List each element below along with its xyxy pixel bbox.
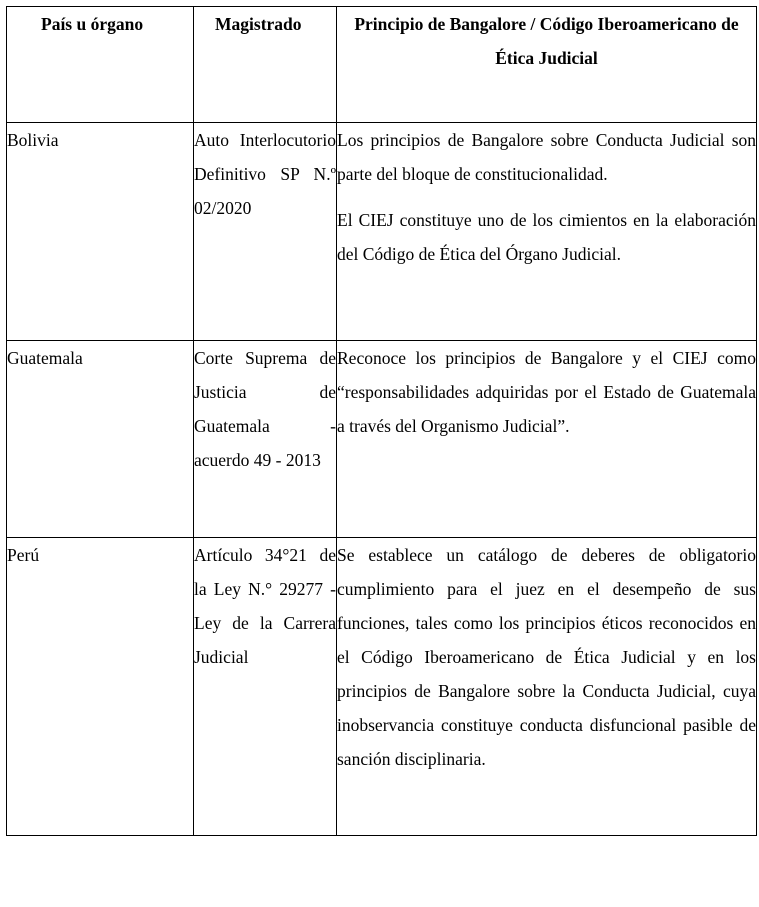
header-country: País u órgano [7,7,194,123]
principle-paragraph: El CIEJ constituye uno de los cimientos en la elaboración del Código de Ética del Órgano Judicial. [337,210,756,264]
header-principle: Principio de Bangalore / Código Iberoamericano de Ética Judicial [337,7,757,123]
principle-paragraph: Reconoce los principios de Bangalore y el CIEJ como “responsabilidades adquiridas por el Estado de Guatemala a través del Organismo Judicial”. [337,348,756,436]
table-row [7,538,757,836]
table-header [7,7,757,123]
row-magistrate: Auto Interlocutorio Definitivo SP N.º 02/2020 [194,123,337,341]
principle-paragraph: Los principios de Bangalore sobre Conducta Judicial son parte del bloque de constitucionalidad. [337,130,756,184]
row-magistrate: Corte Suprema de Justicia de Guatemala - acuerdo 49 - 2013 [194,341,337,538]
table-row [7,123,757,341]
row-country: Bolivia [7,123,194,341]
row-country: Perú [7,538,194,836]
row-principle [337,123,757,341]
table-row [7,341,757,538]
principle-paragraph: Se establece un catálogo de deberes de obligatorio cumplimiento para el juez en el desempeño de sus funciones, tales como los principios éticos reconocidos en el Código Iberoamericano de Ética Judicial y en los principios de Bangalore sobre la Conducta Judicial, cuya inobservancia constituye conducta disfuncional pasible de sanción disciplinaria. [337,545,756,769]
row-magistrate: Artículo 34°21 de la Ley N.° 29277 - Ley de la Carrera Judicial [194,538,337,836]
row-country: Guatemala [7,341,194,538]
judicial-ethics-table [6,6,757,836]
row-principle [337,341,757,538]
header-magistrate: Magistrado [194,7,337,123]
row-principle [337,538,757,836]
